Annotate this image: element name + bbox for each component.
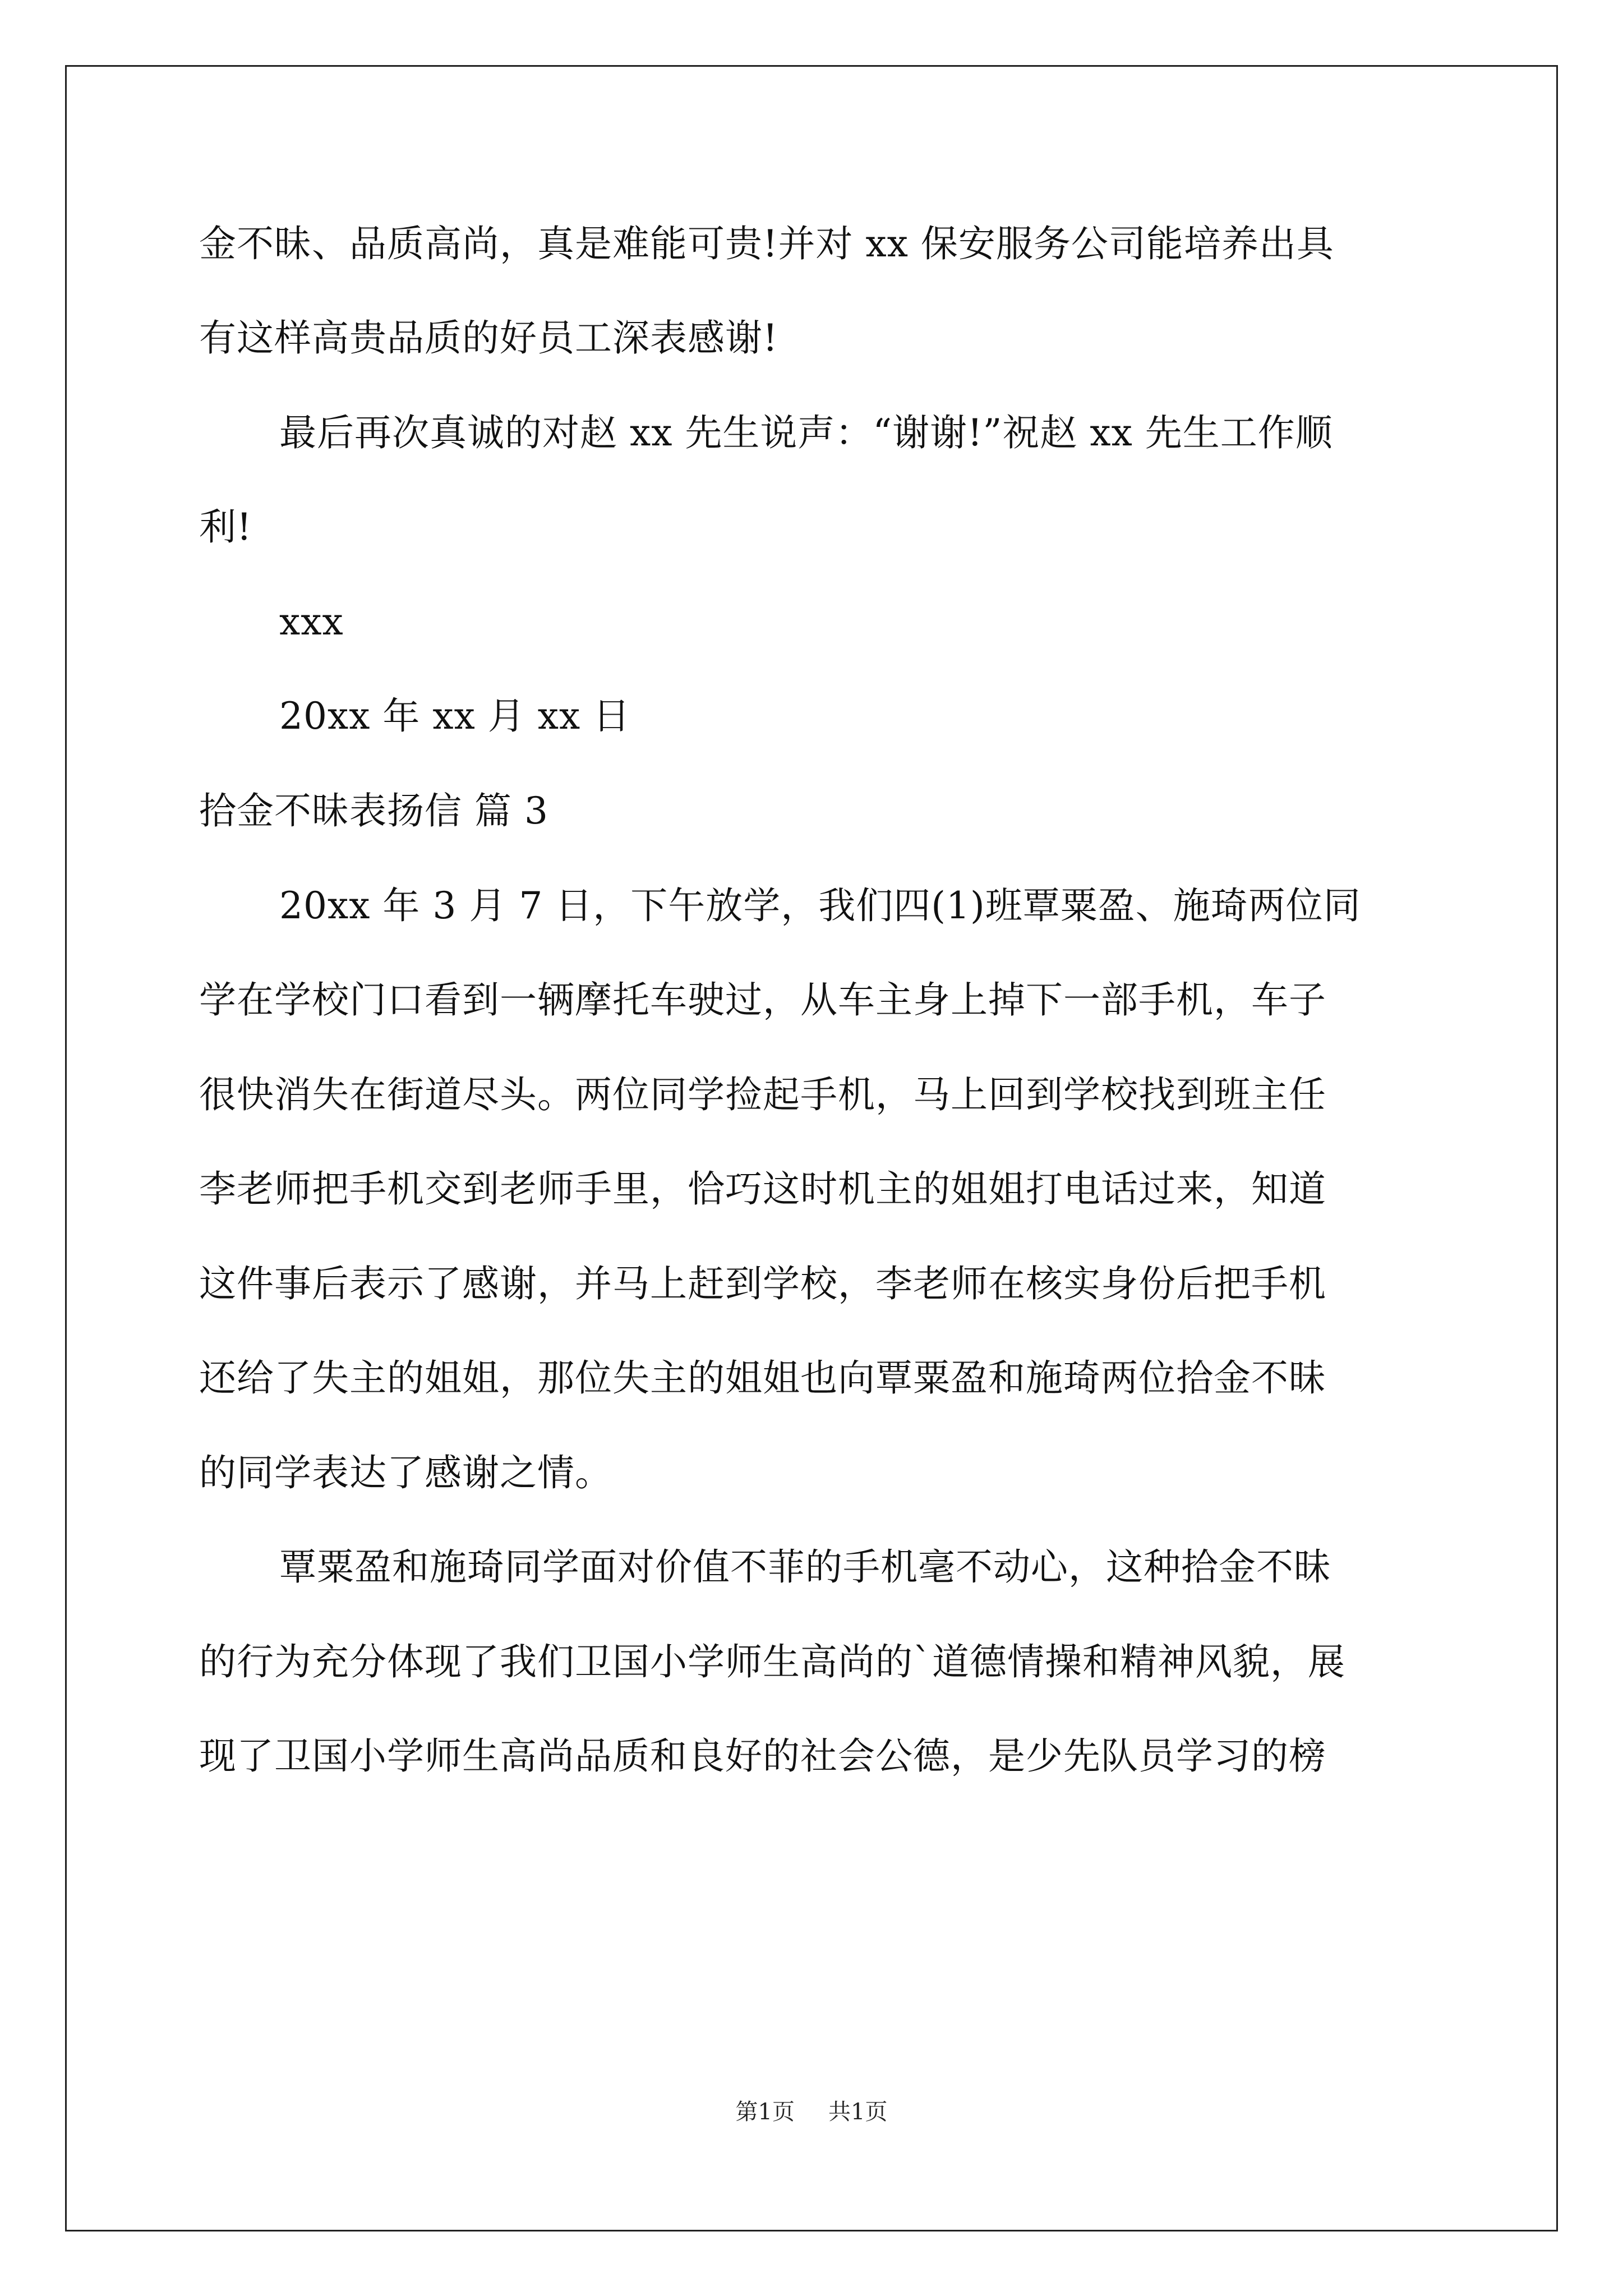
text-line: 的同学表达了感谢之情。 bbox=[199, 1451, 612, 1494]
text-line: 这件事后表示了感谢，并马上赶到学校，李老师在核实身份后把手机 bbox=[199, 1262, 1326, 1305]
text-line: 最后再次真诚的对赵 xx 先生说声：“谢谢!”祝赵 xx 先生工作顺 bbox=[279, 411, 1333, 454]
text-line: 覃粟盈和施琦同学面对价值不菲的手机毫不动心，这种拾金不昧 bbox=[279, 1545, 1331, 1589]
text-line: 金不昧、品质高尚，真是难能可贵!并对 xx 保安服务公司能培养出具 bbox=[199, 222, 1334, 265]
text-line: 学在学校门口看到一辆摩托车驶过，从车主身上掉下一部手机，车子 bbox=[199, 978, 1326, 1022]
text-line: 现了卫国小学师生高尚品质和良好的社会公德，是少先队员学习的榜 bbox=[199, 1734, 1326, 1778]
page-total: 共1页 bbox=[828, 2099, 888, 2125]
signature-name: xxx bbox=[279, 600, 344, 643]
text-line: 很快消失在街道尽头。两位同学捡起手机，马上回到学校找到班主任 bbox=[199, 1073, 1326, 1116]
text-line: 还给了失主的姐姐，那位失主的姐姐也向覃粟盈和施琦两位拾金不昧 bbox=[199, 1356, 1326, 1400]
signature-date: 20xx 年 xx 月 xx 日 bbox=[279, 694, 631, 738]
page-footer bbox=[0, 2098, 1623, 2126]
text-line: 李老师把手机交到老师手里，恰巧这时机主的姐姐打电话过来，知道 bbox=[199, 1167, 1326, 1211]
page-border bbox=[65, 65, 1558, 2231]
text-line: 有这样高贵品质的好员工深表感谢! bbox=[199, 316, 778, 360]
text-line: 20xx 年 3 月 7 日，下午放学，我们四(1)班覃粟盈、施琦两位同 bbox=[279, 884, 1361, 927]
text-line: 的行为充分体现了我们卫国小学师生高尚的`道德情操和精神风貌，展 bbox=[199, 1640, 1345, 1683]
section-heading: 拾金不昧表扬信 篇 3 bbox=[199, 789, 548, 832]
text-line: 利! bbox=[199, 505, 252, 549]
page-number: 第1页 bbox=[735, 2099, 795, 2125]
